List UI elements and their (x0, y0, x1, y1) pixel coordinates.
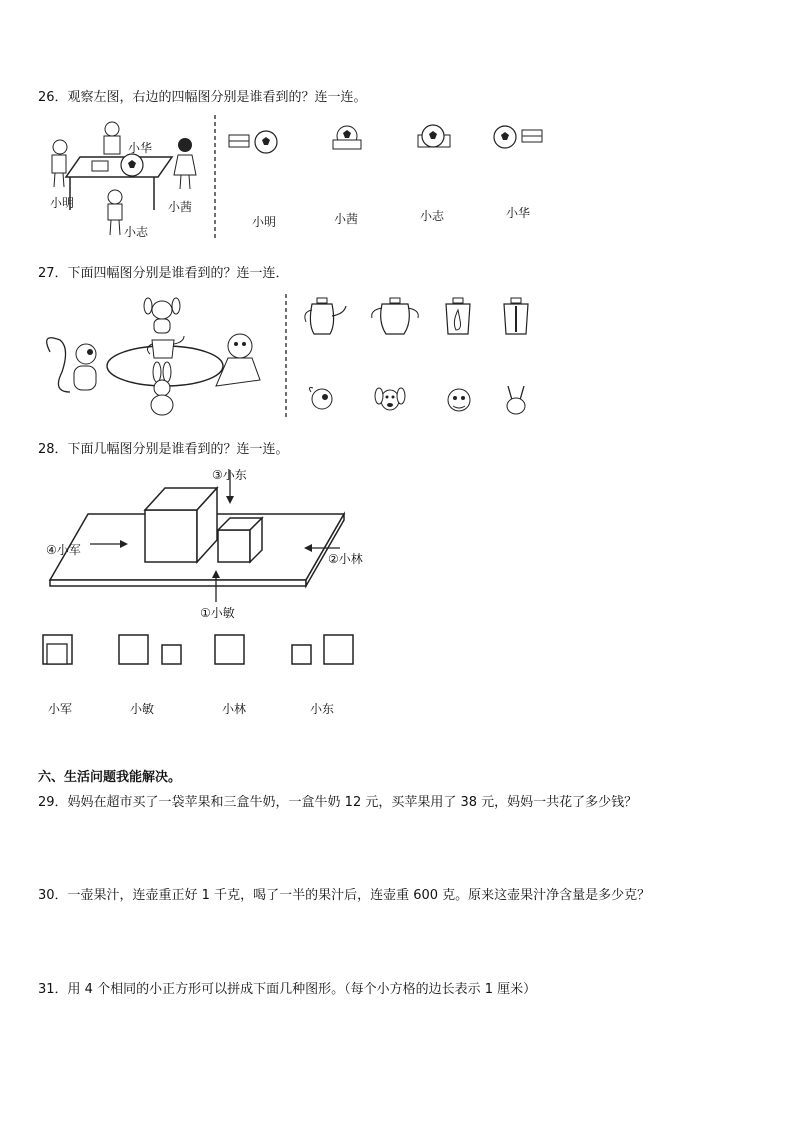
q31-text: 31．用 4 个相同的小正方形可以拼成下面几种图形。（每个小方格的边长表示 1 厘米） (38, 982, 537, 997)
q26-view-4 (492, 124, 552, 154)
q26-label-xiaohua: 小华 (128, 141, 153, 155)
q26-answer-label-3: 小志 (420, 209, 445, 223)
q30-text: 30．一壶果汁，连壶重正好 1 千克，喝了一半的果汁后，连壶重 600 克。原来这壶果汁净含量是多少克？ (38, 888, 651, 903)
q27-divider (285, 294, 287, 418)
q26-divider (214, 115, 216, 240)
q28-view-min (118, 634, 184, 666)
q27-teapot-view-1 (298, 296, 350, 342)
q28-view-jun (42, 634, 74, 666)
q28-label-min: ①小敏 (200, 606, 235, 620)
q26-view-2 (330, 124, 370, 154)
q26-label-xiaoming: 小明 (50, 196, 75, 210)
q26-view-3 (416, 123, 456, 153)
q27-teapot-view-4 (498, 296, 534, 342)
q27-teapot-view-3 (440, 296, 476, 342)
q27-rabbit-face (500, 382, 532, 418)
q26-answer-label-1: 小明 (252, 215, 277, 229)
q28-answer-label-3: 小林 (222, 702, 247, 716)
q26-answer-label-4: 小华 (506, 206, 531, 220)
q27-dog-face (372, 384, 408, 416)
q28-label-lin: ②小林 (328, 552, 363, 566)
q28-text: 28．下面几幅图分别是谁看到的？连一连。 (38, 442, 289, 457)
q28-label-dong: ③小东 (212, 468, 247, 482)
q28-blocks-figure (40, 462, 380, 622)
q28-answer-label-2: 小敏 (130, 702, 155, 716)
q27-monkey-face (443, 384, 475, 416)
q28-view-dong (291, 634, 357, 666)
q29-text: 29．妈妈在超市买了一袋苹果和三盒牛奶，一盒牛奶 12 元，买苹果用了 38 元，妈妈一共花了多少钱？ (38, 795, 638, 810)
q28-view-lin (214, 634, 246, 666)
q28-answer-label-1: 小军 (48, 702, 73, 716)
q26-text: 26．观察左图，右边的四幅图分别是谁看到的？连一连。 (38, 90, 367, 105)
q26-answer-label-2: 小茜 (334, 212, 359, 226)
q28-label-jun: ④小军 (46, 543, 81, 557)
q27-scene-figure (40, 292, 275, 422)
q26-label-xiaoqian: 小茜 (168, 200, 193, 214)
section-6-title: 六、生活问题我能解决。 (38, 770, 182, 785)
q28-answer-label-4: 小东 (310, 702, 335, 716)
q26-label-xiaozhi: 小志 (124, 225, 149, 239)
q26-view-1 (228, 128, 283, 158)
q27-text: 27．下面四幅图分别是谁看到的？连一连． (38, 266, 289, 281)
q27-teapot-view-2 (368, 296, 424, 342)
q27-squirrel-face (305, 384, 339, 414)
